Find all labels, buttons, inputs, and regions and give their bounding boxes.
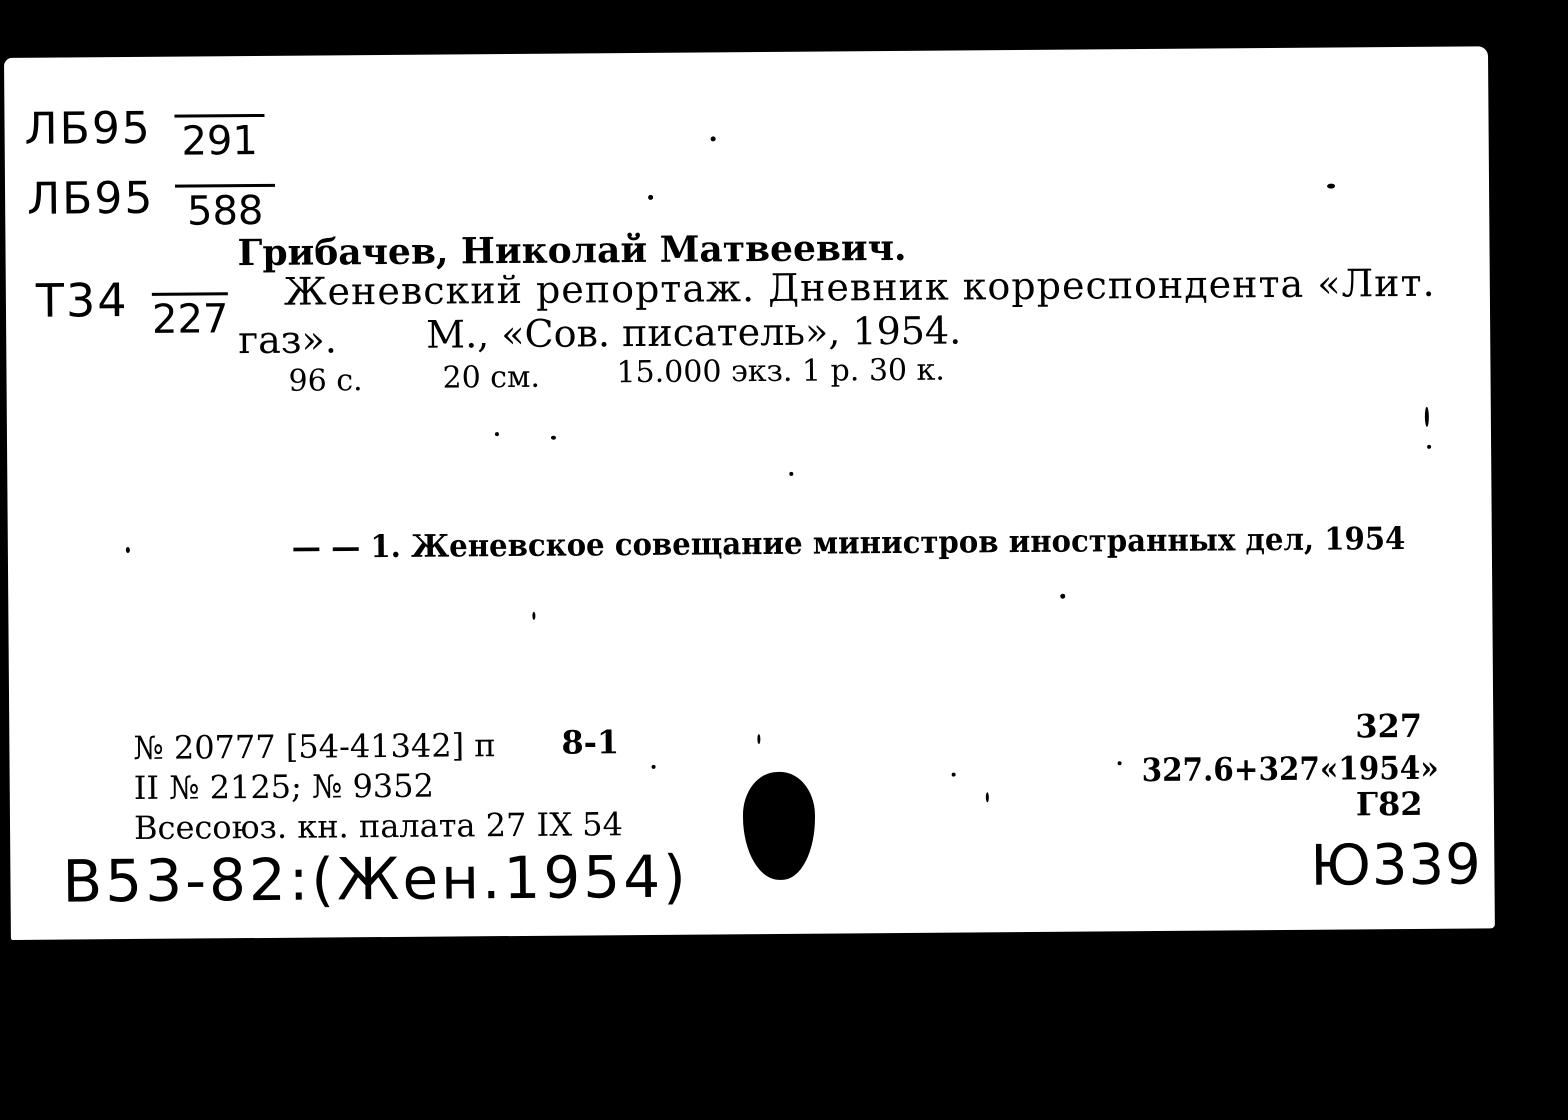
subject-tracing: — — 1. Женевское совещание министров иностранных дел, 1954 xyxy=(291,521,1406,566)
punch-hole xyxy=(743,772,816,881)
class-mark-value: 227 xyxy=(151,296,229,343)
call-number-prefix-2: ЛБ95 xyxy=(26,172,155,225)
registration-line-2: II № 2125; № 9352 xyxy=(133,766,435,808)
author-heading: Грибачев, Николай Матвеевич. xyxy=(237,226,907,275)
scan-speck xyxy=(1425,407,1429,427)
udc-full: 327.6+327«1954» xyxy=(1141,748,1439,790)
registration-code: 8-1 xyxy=(561,723,620,762)
copies-price: 15.000 экз. 1 р. 30 к. xyxy=(616,352,946,391)
call-number-prefix-1: ЛБ95 xyxy=(24,102,153,155)
scan-speck xyxy=(652,765,656,769)
call-number-value-2: 588 xyxy=(186,187,264,235)
handwritten-id: Ю339 xyxy=(1310,832,1482,899)
imprint: М., «Сов. писатель», 1954. xyxy=(426,308,962,357)
author-mark: Г82 xyxy=(1355,784,1423,824)
catalog-card xyxy=(4,46,1495,940)
scan-speck xyxy=(789,472,793,476)
scan-speck xyxy=(986,792,989,802)
size: 20 см. xyxy=(442,359,541,396)
scan-speck xyxy=(757,734,760,744)
call-number-fraction-1 xyxy=(174,112,264,165)
call-number-value-1: 291 xyxy=(181,118,259,165)
scan-speck xyxy=(1060,594,1065,599)
pages: 96 с. xyxy=(288,363,363,399)
title-line-2-start: газ». xyxy=(238,317,338,363)
scan-speck xyxy=(952,773,956,777)
scan-speck xyxy=(1327,184,1335,189)
scan-speck xyxy=(1118,761,1122,765)
call-number-fraction-2 xyxy=(175,182,275,235)
registration-number: № 20777 [54-41342] п xyxy=(133,726,496,768)
scan-speck xyxy=(711,136,716,141)
scan-speck xyxy=(126,547,130,553)
class-mark-prefix: Т34 xyxy=(35,273,129,328)
title-line-1: Женевский репортаж. Дневник корреспондента «Лит. xyxy=(283,260,1436,314)
fraction-bar xyxy=(152,292,228,296)
registration-line-3: Всесоюз. кн. палата 27 IX 54 xyxy=(133,805,624,848)
scan-speck xyxy=(1427,445,1431,449)
class-mark-fraction xyxy=(151,290,229,343)
scan-speck xyxy=(495,432,499,436)
scan-speck xyxy=(551,436,556,440)
udc-main: 327 xyxy=(1355,706,1423,746)
scan-speck xyxy=(532,612,535,620)
handwritten-classification: B53-82:(Жен.1954) xyxy=(62,842,689,916)
scan-speck xyxy=(648,195,653,200)
